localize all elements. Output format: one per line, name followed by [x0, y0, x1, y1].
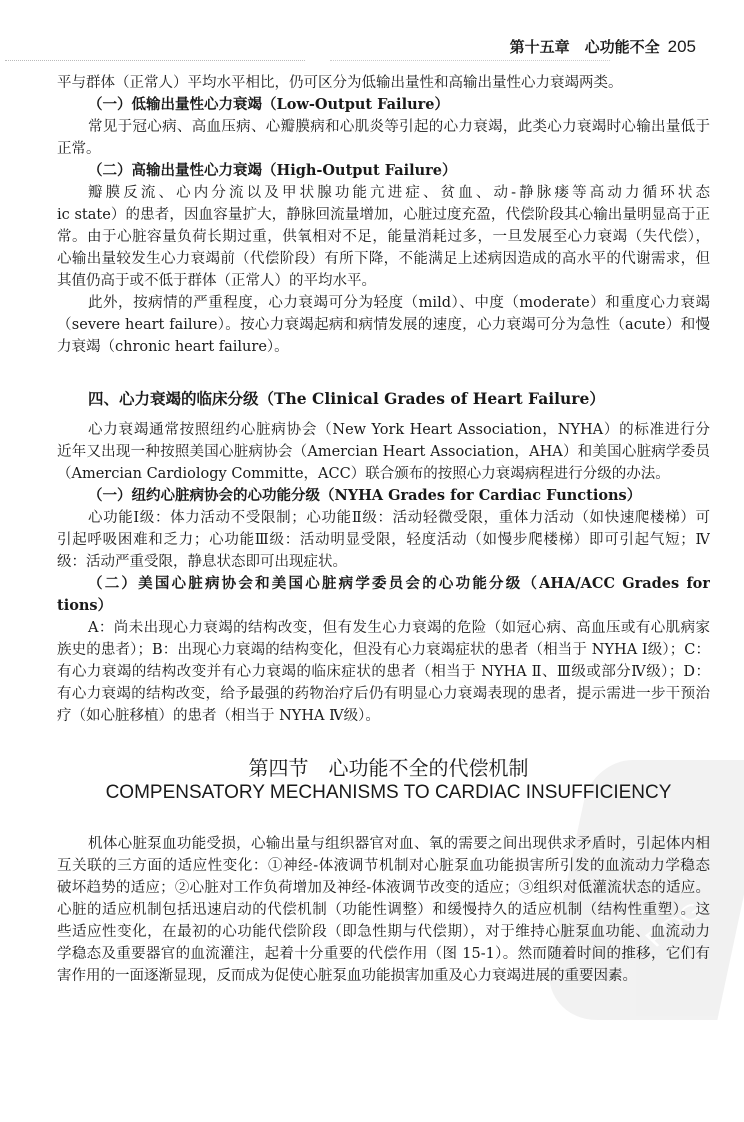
text-line: 级：活动严重受限，静息状态即可出现症状。 [57, 554, 347, 570]
paragraph [57, 617, 710, 727]
text-line: （一）纽约心脏病协会的心功能分级（NYHA Grades for Cardiac Functions） [88, 487, 642, 504]
text-line: 有心力衰竭的结构改变并有心力衰竭的临床症状的患者（相当于 NYHA Ⅱ、Ⅲ级或部分Ⅳ级）；D： [57, 664, 710, 680]
chapter-title: 第十五章 心功能不全 [509, 38, 660, 56]
subheading [57, 160, 710, 182]
section-title-english: COMPENSATORY MECHANISMS TO CARDIAC INSUFFICIENCY [105, 782, 672, 803]
text-line: 瓣膜反流、心内分流以及甲状腺功能亢进症、贫血、动-静脉瘘等高动力循环状态 [88, 185, 710, 201]
subheading [57, 94, 710, 116]
text-line: 力衰竭（chronic heart failure）。 [57, 339, 289, 355]
subheading [57, 485, 710, 507]
header-rule [330, 60, 610, 61]
text-line: 些适应性变化，在最初的心功能代偿阶段（即急性期与代偿期），对于维持心脏泵血功能、血流动力 [57, 924, 710, 940]
text-line: （二）高输出量性心力衰竭（High-Output Failure） [88, 162, 457, 179]
text-line: 心功能Ⅰ级：体力活动不受限制；心功能Ⅱ级：活动轻微受限，重体力活动（如快速爬楼梯）可 [88, 510, 710, 526]
text-line: tions） [57, 597, 113, 614]
text-line: 心输出量较发生心力衰竭前（代偿阶段）有所下降，不能满足上述病因造成的高水平的代谢需求，但 [57, 251, 710, 267]
text-line: 常。由于心脏容量负荷长期过重，供氧相对不足，能量消耗过多，一旦发展至心力衰竭（失代偿）， [57, 229, 710, 245]
paragraph [57, 72, 710, 94]
text-line: （severe heart failure）。按心力衰竭起病和病情发展的速度，心力衰竭可分为急性（acute）和慢 [57, 317, 710, 333]
text-line: 平与群体（正常人）平均水平相比，仍可区分为低输出量性和高输出量性心力衰竭两类。 [57, 75, 623, 91]
paragraph [57, 507, 710, 573]
section-heading [57, 755, 710, 805]
header-rule [5, 60, 305, 61]
text-line: A：尚未出现心力衰竭的结构改变，但有发生心力衰竭的危险（如冠心病、高血压或有心肌病家 [88, 620, 710, 636]
text-line: 互关联的三方面的适应性变化：①神经-体液调节机制对心脏泵血功能损害所引发的血流动力学稳态 [57, 858, 710, 874]
paragraph [57, 833, 710, 987]
paragraph [57, 419, 710, 485]
text-line: 正常。 [57, 141, 101, 157]
section-title: 第四节 心功能不全的代偿机制 [248, 756, 529, 780]
subheading [57, 573, 710, 617]
text-line: 族史的患者）；B：出现心力衰竭的结构变化，但没有心力衰竭症状的患者（相当于 NYHA Ⅰ级）；C： [57, 642, 710, 658]
text-line: 机体心脏泵血功能受损，心输出量与组织器官对血、氧的需要之间出现供求矛盾时，引起体内相 [88, 836, 710, 852]
text-line: 常见于冠心病、高血压病、心瓣膜病和心肌炎等引起的心力衰竭，此类心力衰竭时心输出量低于 [88, 119, 710, 135]
text-line: 破坏趋势的适应；②心脏对工作负荷增加及神经-体液调节改变的适应；③组织对低灌流状态的适应。 [57, 880, 710, 896]
paragraph [57, 116, 710, 160]
text-line: （一）低输出量性心力衰竭（Low-Output Failure） [88, 96, 449, 113]
subheading [57, 388, 710, 410]
text-line: （二）美国心脏病协会和美国心脏病学委员会的心功能分级（AHA/ACC Grades for [88, 575, 710, 592]
text-line: 害作用的一面逐渐显现，反而成为促使心脏泵血功能损害加重及心力衰竭进展的重要因素。 [57, 968, 637, 984]
running-header [510, 36, 696, 57]
text-line: 心力衰竭通常按照纽约心脏病协会（New York Heart Association，NYHA）的标准进行分 [88, 422, 710, 438]
paragraph [57, 182, 710, 292]
text-line: 引起呼吸困难和乏力；心功能Ⅲ级：活动明显受限，轻度活动（如慢步爬楼梯）即可引起气短；Ⅳ [57, 532, 710, 548]
paragraph [57, 292, 710, 358]
text-line: 四、心力衰竭的临床分级（The Clinical Grades of Heart Failure） [88, 389, 605, 408]
text-line: 学稳态及重要器官的血流灌注，起着十分重要的代偿作用（图 15-1）。然而随着时间的推移，它们有 [57, 946, 710, 962]
text-line: 心脏的适应机制包括迅速启动的代偿机制（功能性调整）和缓慢持久的适应机制（结构性重塑）。这 [57, 902, 710, 918]
text-line: 疗（如心脏移植）的患者（相当于 NYHA Ⅳ级）。 [57, 708, 380, 724]
text-line: ic state）的患者，因血容量扩大，静脉回流量增加，心脏过度充盈，代偿阶段其心输出量明显高于正 [57, 207, 710, 223]
text-line: 近年又出现一种按照美国心脏病协会（Amercian Heart Association，AHA）和美国心脏病学委员 [57, 444, 710, 460]
text-line: 此外，按病情的严重程度，心力衰竭可分为轻度（mild）、中度（moderate）和重度心力衰竭 [88, 295, 710, 311]
text-line: （Amercian Cardiology Committe，ACC）联合颁布的按照心力衰竭病程进行分级的办法。 [57, 466, 670, 482]
page-body [57, 72, 710, 987]
page-number: 205 [667, 37, 696, 56]
text-line: 有心力衰竭的结构改变，给予最强的药物治疗后仍有明显心力衰竭表现的患者，提示需进一步干预治 [57, 686, 710, 702]
watermark-text: PDG [638, 896, 710, 952]
text-line: 其值仍高于或不低于群体（正常人）的平均水平。 [57, 273, 376, 289]
